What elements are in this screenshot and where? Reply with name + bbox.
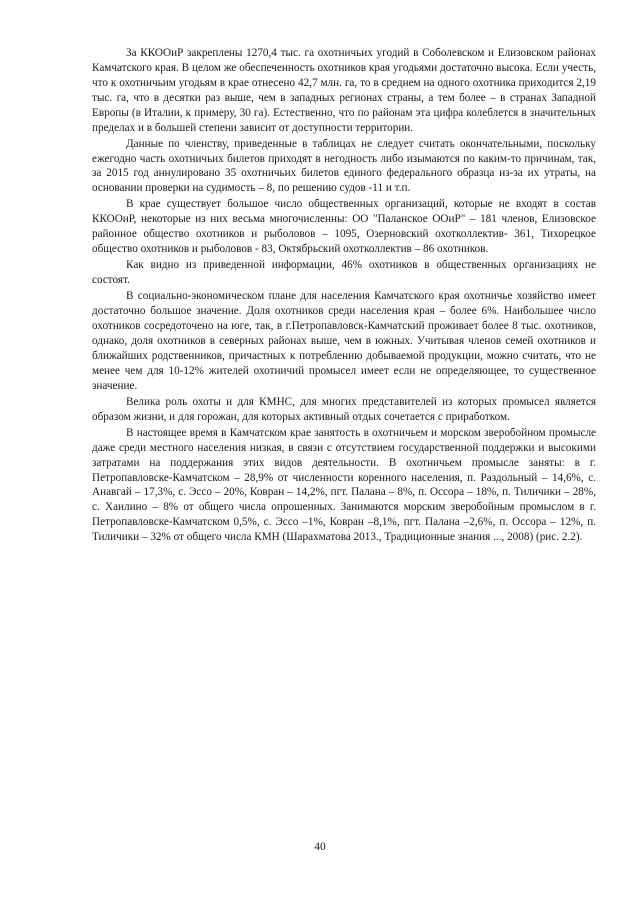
paragraph-employment: В настоящее время в Камчатском крае занятость в охотничьем и морском зверобойном промысле даже среди местного населения низкая, в связи с отсутствием государственной поддержки и высокими затратами на поддержания этих видов деятельности. В охотничьем промысле заняты: в г. Петропавловске-Камчатском – 28,9% от численности коренного населения, п. Раздольный – 14,6%, с. Анавгай – 17,3%, с. Эссо – 20%, Ковран – 14,2%, пгт. Палана – 8%, п. Оссора – 18%, п. Тиличики – 28%, с. Хаилино – 8% от общего числа опрошенных. Занимаются морским зверобойным промыслом в г. Петропавловске-Камчатском 0,5%, с. Эссо –1%, Ковран –8,1%, пгт. Палана –2,6%, п. Оссора – 12%, п. Тиличики – 32% от общего числа КМН (Шарахматова 2013., Традиционные знания ..., 2008) (рис. 2.2). — [92, 426, 596, 544]
paragraph-socio-economic: В социально-экономическом плане для населения Камчатского края охотничье хозяйство имеет достаточно большое значение. Доля охотников среди населения края – более 6%. Наибольшее число охотников сосредоточено на юге, так, в г.Петропавловск-Камчатский проживает более 8 тыс. охотников, однако, доля охотников в северных районах выше, чем в южных. Учитывая членов семей охотников и ближайших родственников, причастных к потреблению добываемой продукции, можно считать, что не менее чем для 10-12% жителей охотничий промысел имеет если не определяющее, то существенное значение. — [92, 290, 596, 392]
paragraph-unaffiliated-share: Как видно из приведенной информации, 46% охотников в общественных организациях не состоят. — [92, 259, 596, 287]
paragraph-kmns-role: Велика роль охоты и для КМНС, для многих представителей из которых промысел является образом жизни, и для горожан, для которых активный отдых сочетается с приработком. — [92, 395, 596, 423]
paragraph-membership-data: Данные по членству, приведенные в таблицах не следует считать окончательными, поскольку ежегодно часть охотничьих билетов приходят в негодность либо изымаются по каким-то причинам, так, за 2015 год аннулировано 35 охотничьих билетов единого федерального образца из-за их утраты, на основании проверки на судимость – 8, по решению судов -11 и т.п. — [92, 137, 596, 195]
page-number: 40 — [314, 841, 326, 853]
paragraph-hunting-grounds: За ККООиР закреплены 1270,4 тыс. га охотничьих угодий в Соболевском и Елизовском районах Камчатского края. В целом же обеспеченность охотников края угодьями достаточно высока. Если учесть, что к охотничьим угодьям в крае отнесено 42,7 млн. га, то в среднем на одного охотника приходится 2,19 тыс. га, что в десятки раз выше, чем в западных регионах страны, а тем более – в странах Западной Европы (в Италии, к примеру, 30 га). Естественно, что по районам эта цифра колеблется в значительных пределах и в большей степени зависит от доступности территории. — [92, 47, 596, 134]
body-text — [92, 46, 596, 546]
paragraph-public-organizations: В крае существует большое число общественных организаций, которые не входят в состав ККООиР, некоторые из них весьма многочисленны: ОО "Паланское ООиР" – 181 членов, Елизовское районное общество охотников и рыболовов – 1095, Озерновский охотколлектив- 361, Тихорецкое общество охотников и рыболовов - 83, Октябрьский охотколлектив – 86 охотников. — [92, 198, 596, 256]
